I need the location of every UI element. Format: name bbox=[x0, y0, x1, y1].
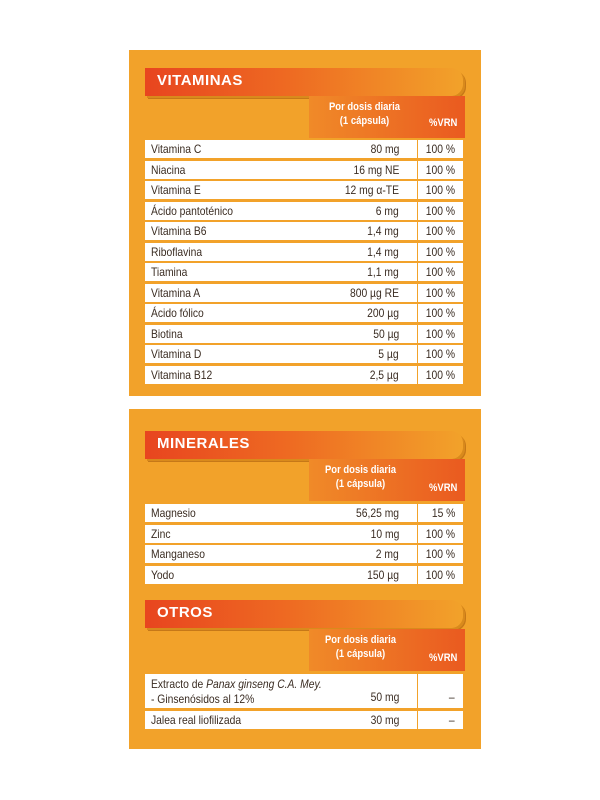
nutrient-dose: 1,4 mg bbox=[367, 244, 399, 259]
otros-title: OTROS bbox=[157, 604, 213, 621]
table-row bbox=[145, 325, 463, 343]
mineral-name: Magnesio bbox=[151, 506, 196, 520]
nutrient-name: Vitamina B6 bbox=[151, 224, 207, 238]
otros-dose-header bbox=[325, 633, 396, 661]
table-row bbox=[145, 525, 463, 543]
table-row bbox=[145, 366, 463, 384]
table-row bbox=[145, 345, 463, 363]
table-row bbox=[145, 284, 463, 302]
nutrient-vrn: 100 % bbox=[425, 142, 455, 156]
nutrient-vrn: 100 % bbox=[425, 224, 455, 238]
vitaminas-table bbox=[145, 140, 463, 386]
otros-header bbox=[145, 600, 463, 628]
nutrient-dose: 16 mg NE bbox=[353, 162, 399, 177]
nutrient-vrn: 100 % bbox=[425, 285, 455, 300]
nutrient-name: Vitamina D bbox=[151, 347, 202, 361]
nutrient-name: Vitamina C bbox=[151, 142, 202, 156]
nutrient-name: Biotina bbox=[151, 326, 183, 341]
nutrient-name: Vitamina E bbox=[151, 183, 201, 197]
mineral-vrn: 100 % bbox=[425, 567, 455, 582]
mineral-dose: 10 mg bbox=[370, 526, 399, 541]
mineral-name: Zinc bbox=[151, 526, 171, 541]
ingredient-name-italic: Panax ginseng C.A. Mey. bbox=[206, 677, 322, 691]
nutrient-dose: 12 mg α-TE bbox=[344, 183, 399, 197]
table-row bbox=[145, 140, 463, 158]
dose-header-line2: (1 cápsula) bbox=[335, 648, 386, 660]
ingredient-name-prefix: Extracto de bbox=[151, 677, 207, 691]
nutrient-name: Vitamina B12 bbox=[151, 367, 213, 382]
nutrient-vrn: 100 % bbox=[425, 306, 455, 320]
mineral-vrn: 100 % bbox=[425, 547, 455, 561]
nutrient-dose: 800 µg RE bbox=[350, 285, 399, 300]
ingredient-dose: 30 mg bbox=[370, 712, 399, 727]
nutrient-dose: 5 µg bbox=[378, 347, 399, 361]
table-row bbox=[145, 263, 463, 281]
dose-header-line1: Por dosis diaria bbox=[325, 634, 396, 646]
nutrient-dose: 6 mg bbox=[376, 203, 399, 218]
otros-vrn-header: %VRN bbox=[429, 652, 458, 664]
minerales-title: MINERALES bbox=[157, 435, 250, 452]
vitaminas-header bbox=[145, 68, 463, 96]
dose-header-line2: (1 cápsula) bbox=[339, 115, 390, 127]
dose-header-line2: (1 cápsula) bbox=[335, 478, 386, 490]
table-row bbox=[145, 181, 463, 199]
nutrient-vrn: 100 % bbox=[425, 265, 455, 279]
mineral-name: Yodo bbox=[151, 567, 175, 582]
nutrient-name: Ácido pantoténico bbox=[151, 203, 234, 218]
minerales-table bbox=[145, 504, 463, 586]
nutrient-dose: 50 µg bbox=[372, 326, 399, 341]
table-row bbox=[145, 674, 463, 708]
ingredient-vrn: – bbox=[449, 690, 455, 704]
mineral-dose: 56,25 mg bbox=[355, 506, 399, 520]
minerales-header bbox=[145, 431, 463, 459]
nutrient-vrn: 100 % bbox=[425, 203, 455, 218]
nutrient-name: Vitamina A bbox=[151, 285, 201, 300]
ingredient-dose: 50 mg bbox=[370, 690, 399, 704]
table-row bbox=[145, 202, 463, 220]
nutrient-name: Ácido fólico bbox=[151, 306, 204, 320]
nutrient-dose: 80 mg bbox=[370, 142, 399, 156]
table-row bbox=[145, 504, 463, 522]
table-row bbox=[145, 304, 463, 322]
nutrient-name: Niacina bbox=[151, 162, 186, 177]
vitaminas-vrn-header: %VRN bbox=[429, 117, 458, 129]
table-row bbox=[145, 711, 463, 729]
nutrient-vrn: 100 % bbox=[425, 244, 455, 259]
ingredient-name-line2: - Ginsenósidos al 12% bbox=[151, 692, 255, 706]
minerales-otros-panel bbox=[129, 409, 481, 749]
ingredient-name bbox=[151, 677, 322, 707]
vitaminas-panel bbox=[129, 50, 481, 396]
nutrient-name: Tiamina bbox=[151, 265, 188, 279]
nutrient-dose: 1,4 mg bbox=[367, 224, 399, 238]
vitaminas-dose-header bbox=[329, 100, 400, 128]
dose-header-line1: Por dosis diaria bbox=[329, 101, 400, 113]
ingredient-name: Jalea real liofilizada bbox=[151, 712, 242, 727]
mineral-vrn: 15 % bbox=[431, 506, 455, 520]
mineral-dose: 2 mg bbox=[376, 547, 399, 561]
nutrient-dose: 1,1 mg bbox=[367, 265, 399, 279]
table-row bbox=[145, 243, 463, 261]
nutrient-vrn: 100 % bbox=[425, 367, 455, 382]
mineral-vrn: 100 % bbox=[425, 526, 455, 541]
nutrient-vrn: 100 % bbox=[425, 347, 455, 361]
dose-header-line1: Por dosis diaria bbox=[325, 464, 396, 476]
minerales-vrn-header: %VRN bbox=[429, 482, 458, 494]
otros-table bbox=[145, 674, 463, 731]
ingredient-vrn: – bbox=[449, 712, 455, 727]
minerales-dose-header bbox=[325, 463, 396, 491]
mineral-name: Manganeso bbox=[151, 547, 205, 561]
mineral-dose: 150 µg bbox=[367, 567, 399, 582]
nutrient-vrn: 100 % bbox=[425, 183, 455, 197]
nutrient-vrn: 100 % bbox=[425, 326, 455, 341]
table-row bbox=[145, 222, 463, 240]
table-row bbox=[145, 545, 463, 563]
nutrient-vrn: 100 % bbox=[425, 162, 455, 177]
table-row bbox=[145, 161, 463, 179]
nutrient-name: Riboflavina bbox=[151, 244, 203, 259]
nutrient-dose: 200 µg bbox=[367, 306, 399, 320]
table-row bbox=[145, 566, 463, 584]
nutrient-dose: 2,5 µg bbox=[370, 367, 399, 382]
vitaminas-title: VITAMINAS bbox=[157, 72, 243, 89]
